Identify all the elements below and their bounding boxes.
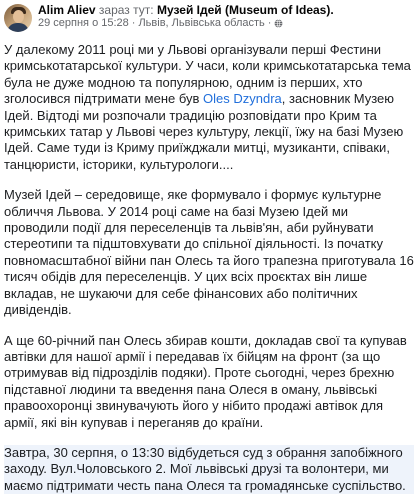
page-name-link[interactable]: Музей Ідей (Museum of Ideas). [156, 3, 334, 17]
avatar-body [7, 23, 29, 32]
post-paragraph-4: Завтра, 30 серпня, о 13:30 відбудеться суд з обрання запобіжного заходу. Вул.Чоловського 2. Мої львівські друзі та волонтери, ми маємо підтримати честь пана Олеся та громадянське суспільство. [4, 445, 414, 494]
post-body [4, 42, 414, 494]
meta-separator: · [131, 17, 136, 29]
globe-icon[interactable] [274, 19, 283, 28]
author-avatar[interactable] [4, 4, 32, 32]
location-link[interactable]: Львів, Львівська область [138, 17, 265, 29]
post-paragraph-1 [4, 42, 414, 173]
post-sub-line [38, 17, 334, 30]
post-paragraph-2: Музей Ідей – середовище, яке формувало і формує культурне обличчя Львова. У 2014 році саме на базі Музею Ідей ми проводили події для переселенців та львів'ян, аби руйнувати стереотипи та підштовхувати до спільної діяльності. Із початку повномасштабної війни пан Олесь та його трапезна приготувала 16 тисяч обідів для переселенців. У цих всіх проєктах він лише вкладав, не шукаючи для себе фінансових або політичних дивідендів. [4, 187, 414, 318]
post-paragraph-3: А ще 60-річний пан Олесь збирав кошти, докладав свої та купував автівки для нашої армії і передавав їх бійцям на фронт (за що отримував від підрозділів подяки). Проте сьогодні, через брехню підставної людини та введення пана Олеся в оману, львівські правоохоронці звинувачують його у нібито продажі автівок для армії, які він купував і переганяв до країни. [4, 332, 407, 430]
post-title-line [38, 4, 334, 17]
avatar-face [13, 10, 24, 23]
paragraph-1-text-end: , засновник Музею Ідей. Відтоді ми розпочали традицію розповідати про Крим та кримських татар у Львові через культуру, лекції, їжу на базі Музею Ідей. Саме туди із Криму приїжджали митці, музиканти, співаки, танцюристи, історики, культурологи.... [4, 91, 404, 172]
checkin-action-text: зараз тут: [98, 3, 154, 17]
post-timestamp-link[interactable]: 29 серпня о 15:28 [38, 17, 129, 29]
meta-separator-2: · [267, 17, 272, 29]
mention-link-oles-dzyndra[interactable]: Oles Dzyndra [203, 91, 282, 107]
post-header [4, 4, 334, 32]
post-meta [38, 4, 334, 30]
paragraph-1-text-start: У далекому 2011 році ми у Львові організували перші Фестини кримськотатарської культури. У часи, коли кримськотатарська тема була не дуже модною та популярною, одним із перших, хто зголосився підтримати мене був [4, 42, 411, 107]
author-name-link[interactable]: Alim Aliev [38, 3, 96, 17]
